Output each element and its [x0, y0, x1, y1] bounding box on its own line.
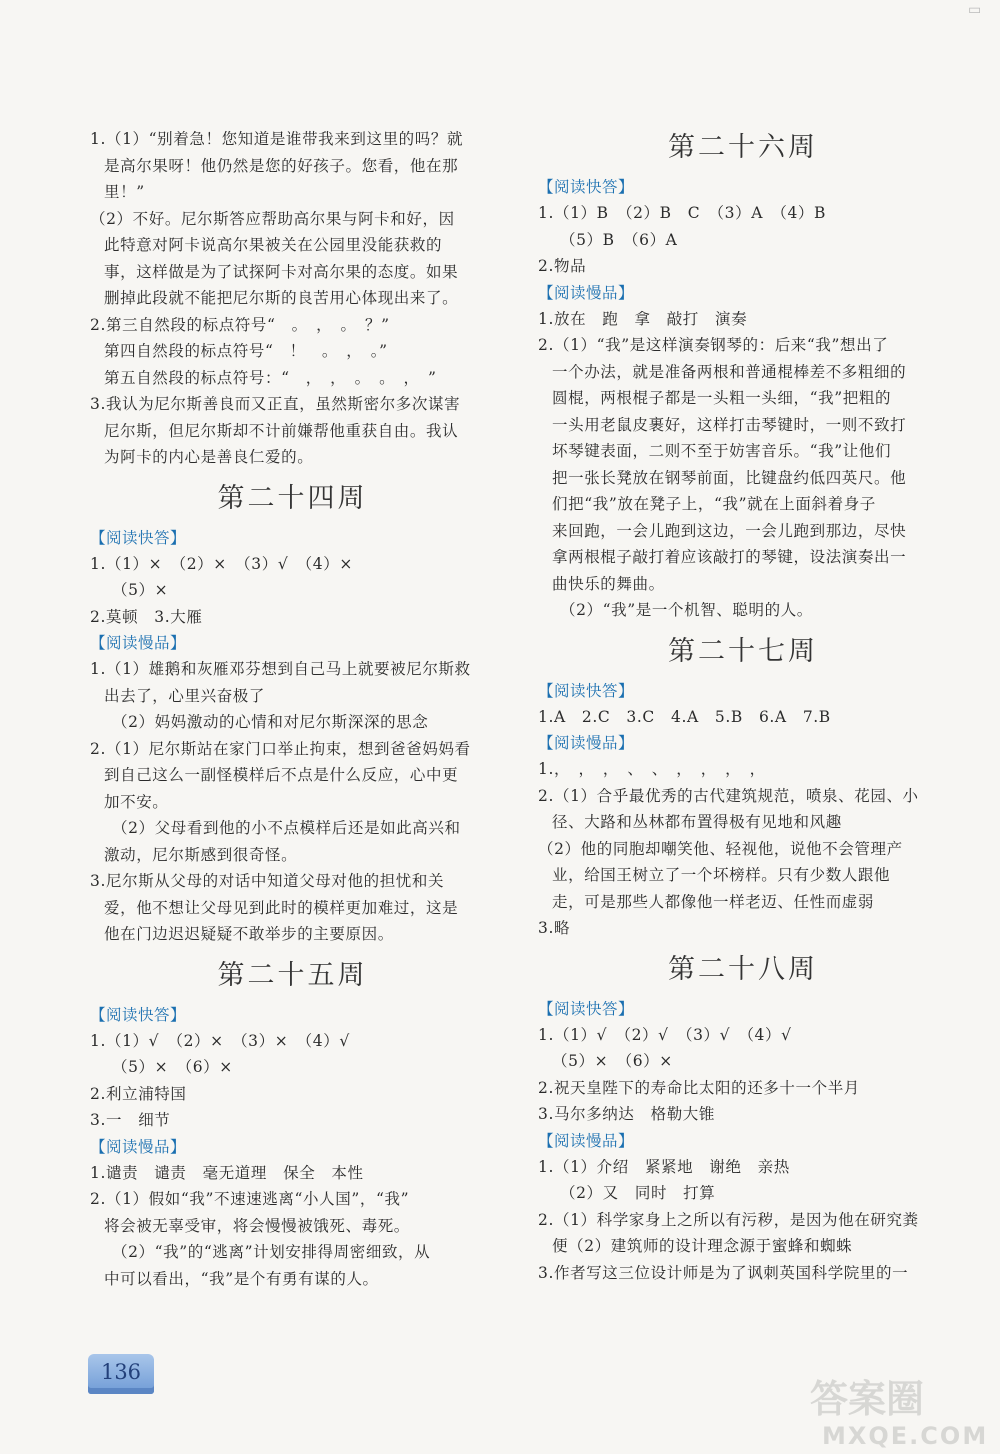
week26-quick-answers	[538, 200, 948, 280]
answer-line: 1.（1）× （2）× （3）√ （4）×	[90, 554, 353, 573]
answer-line: 坏琴键表面，二则不至于妨害音乐。“我”让他们	[552, 442, 892, 460]
corner-mark: ▭	[968, 2, 982, 18]
week24-slow-tag: 【阅读慢品】	[90, 634, 187, 652]
week28-title: 第二十八周	[668, 953, 818, 985]
week24-title: 第二十四周	[217, 482, 368, 514]
answer-line: 2.（1）合乎最优秀的古代建筑规范，喷泉、花园、小	[538, 786, 919, 805]
watermark-logo	[800, 1370, 990, 1450]
answer-line: 1.（1）√ （2）× （3）× （4）√	[90, 1031, 350, 1050]
answer-line: 2.（1）假如“我”不速速逃离“小人国”，“我”	[90, 1190, 410, 1208]
answer-line: 1.A 2.C 3.C 4.A 5.B 6.A 7.B	[538, 707, 831, 726]
answer-line: 3.我认为尼尔斯善良而又正直，虽然斯密尔多次谋害	[90, 395, 461, 413]
answer-line: （2）妈妈激动的心情和对尼尔斯深深的思念	[112, 713, 429, 731]
answer-line: 加不安。	[104, 792, 169, 811]
answer-line: 3.马尔多纳达 格勒大锥	[538, 1105, 715, 1123]
week26-quick-tag: 【阅读快答】	[538, 178, 635, 196]
week25-slow-tag: 【阅读慢品】	[90, 1137, 187, 1156]
answer-line: 2.利立浦特国	[90, 1084, 187, 1103]
answer-line: 1.（1）“别着急！您知道是谁带我来到这里的吗？就	[90, 130, 464, 148]
answer-line: 为阿卡的内心是善良仁爱的。	[104, 448, 314, 466]
week27-slow-tag: 【阅读慢品】	[538, 734, 635, 752]
page-number-badge	[88, 1354, 154, 1394]
answer-line: 圆棍，两根棍子都是一头粗一头细，“我”把粗的	[552, 389, 892, 407]
answer-line: 第五自然段的标点符号：“ ， ， 。 。 ， ”	[104, 368, 437, 387]
answer-line: 到自己这么一副怪模样后不点是什么反应，心中更	[104, 766, 459, 784]
answer-line: 他在门边迟迟疑疑不敢举步的主要原因。	[104, 925, 394, 943]
answer-line: （5）× （6）×	[112, 1058, 233, 1076]
week27-slow-answers	[538, 756, 948, 942]
answer-line: 删掉此段就不能把尼尔斯的良苦用心体现出来了。	[104, 289, 459, 307]
week26-title: 第二十六周	[668, 132, 818, 163]
answer-line: 中可以看出，“我”是个有勇有谋的人。	[104, 1269, 379, 1288]
week27-title: 第二十七周	[668, 635, 818, 667]
answer-line: （5）× （6）×	[552, 1052, 673, 1070]
week27-quick-answers	[538, 704, 948, 731]
week26-slow-answers	[538, 306, 948, 624]
answer-line: 2.（1）科学家身上之所以有污秽，是因为他在研究粪	[538, 1210, 919, 1229]
answer-line: 走，可是那些人都像他一样老迈、任性而虚弱	[552, 892, 875, 911]
week24-quick-tag: 【阅读快答】	[90, 528, 187, 547]
week23-answers	[90, 126, 495, 471]
answer-line: （2）“我”的“逃离”计划安排得周密细致，从	[112, 1243, 431, 1261]
week27-quick-tag: 【阅读快答】	[538, 681, 635, 700]
answer-line: 2.第三自然段的标点符号“ 。 ， 。 ？”	[90, 315, 390, 334]
answer-line: 1.（1）介绍 紧紧地 谢绝 亲热	[538, 1157, 790, 1176]
answer-line: 业，给国王树立了一个坏榜样。只有少数人跟他	[552, 866, 891, 884]
answer-line: 1.（1）√ （2）√ （3）√ （4）√	[538, 1025, 792, 1044]
answer-line: 此特意对阿卡说高尔果被关在公园里没能获救的	[104, 236, 443, 254]
week28-quick-answers	[538, 1022, 948, 1128]
answer-line: 2.物品	[538, 257, 587, 275]
page-number: 136	[100, 1360, 142, 1384]
watermark-text-2: MXQE.COM	[822, 1422, 989, 1450]
week25-slow-answers	[90, 1160, 495, 1293]
answer-line: 来回跑，一会儿跑到这边，一会儿跑到那边，尽快	[552, 521, 907, 540]
answer-line: 3.尼尔斯从父母的对话中知道父母对他的担忧和关	[90, 872, 445, 890]
answer-line: 拿两根棍子敲打着应该敲打的琴键，设法演奏出一	[552, 548, 907, 566]
answer-line: 是高尔果呀！他仍然是您的好孩子。您看，他在那	[104, 156, 459, 175]
answer-line: 曲快乐的舞曲。	[552, 574, 665, 593]
answer-line: 径、大路和丛林都布置得极有见地和风趣	[552, 813, 842, 831]
answer-line: 3.略	[538, 919, 571, 937]
answer-line: 们把“我”放在凳子上，“我”就在上面斜着身子	[552, 495, 876, 513]
left-column	[90, 126, 495, 1292]
answer-line: 3.作者写这三位设计师是为了讽刺英国科学院里的一	[538, 1263, 909, 1282]
answer-line: 一头用老鼠皮裹好，这样打击琴键时，一则不致打	[552, 415, 907, 434]
answer-line: 2.（1）“我”是这样演奏钢琴的：后来“我”想出了	[538, 336, 889, 354]
answer-line: 2.莫顿 3.大雁	[90, 607, 203, 626]
answer-line: 便（2）建筑师的设计理念源于蜜蜂和蜘蛛	[552, 1237, 853, 1255]
answer-line: 1.（1）B （2）B C （3）A （4）B	[538, 204, 827, 222]
week25-quick-tag: 【阅读快答】	[90, 1005, 187, 1024]
week28-slow-tag: 【阅读慢品】	[538, 1131, 635, 1150]
answer-line: （2）他的同胞却嘲笑他、轻视他，说他不会管理产	[538, 839, 903, 858]
answer-line: 1.， ， ， 、 、 ， ， ， ，	[538, 760, 766, 778]
answer-line: 把一张长凳放在钢琴前面，比键盘约低四英尺。他	[552, 468, 907, 487]
answer-line: （2）又 同时 打算	[560, 1184, 716, 1202]
answer-line: （5）B （6）A	[560, 230, 678, 249]
answer-line: 将会被无辜受审，将会慢慢被饿死、毒死。	[104, 1216, 410, 1235]
answer-line: （2）“我”是一个机智、聪明的人。	[560, 601, 813, 619]
week25-quick-answers	[90, 1028, 495, 1134]
week24-slow-answers	[90, 656, 495, 948]
answer-line: 2.（1）尼尔斯站在家门口举止拘束，想到爸爸妈妈看	[90, 739, 471, 758]
answer-line: 1.谴责 谴责 毫无道理 保全 本性	[90, 1163, 364, 1182]
answer-line: 爱，他不想让父母见到此时的模样更加难过，这是	[104, 898, 459, 917]
answer-line: 1.（1）雄鹅和灰雁邓芬想到自己马上就要被尼尔斯救	[90, 660, 471, 678]
answer-line: 一个办法，就是准备两根和普通棍棒差不多粗细的	[552, 362, 907, 381]
answer-line: 1.放在 跑 拿 敲打 演奏	[538, 309, 748, 328]
answer-line: 里！”	[104, 183, 145, 201]
answer-line: （5）×	[112, 581, 169, 599]
week25-title: 第二十五周	[217, 959, 368, 991]
answer-line: 事，这样做是为了试探阿卡对高尔果的态度。如果	[104, 262, 459, 281]
answer-line: 尼尔斯，但尼尔斯却不计前嫌帮他重获自由。我认	[104, 421, 459, 440]
answer-line: 出去了，心里兴奋极了	[104, 686, 266, 705]
answer-line: （2）不好。尼尔斯答应帮助高尔果与阿卡和好，因	[90, 209, 455, 228]
week26-slow-tag: 【阅读慢品】	[538, 283, 635, 302]
week28-slow-answers	[538, 1154, 948, 1287]
watermark-text-1: 答案圈	[810, 1377, 925, 1421]
answer-line: （2）父母看到他的小不点模样后还是如此高兴和	[112, 819, 461, 837]
week24-quick-answers	[90, 551, 495, 631]
answer-line: 激动，尼尔斯感到很奇怪。	[104, 845, 298, 864]
right-column	[538, 128, 948, 1286]
answer-line: 3.一 细节	[90, 1111, 171, 1129]
answer-line: 2.祝天皇陛下的寿命比太阳的还多十一个半月	[538, 1078, 860, 1097]
week28-quick-tag: 【阅读快答】	[538, 999, 635, 1018]
answer-line: 第四自然段的标点符号“ ！ 。 ， 。”	[104, 342, 388, 360]
